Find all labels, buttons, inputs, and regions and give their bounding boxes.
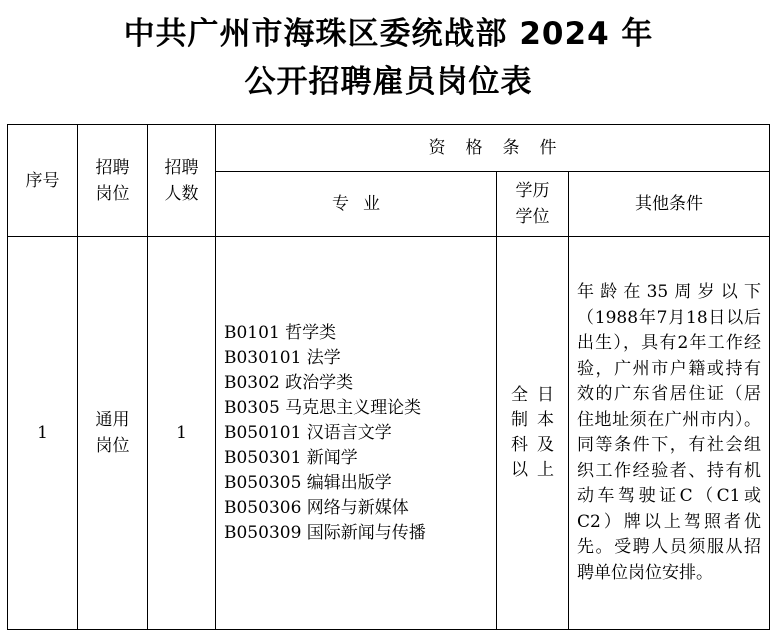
table-row	[8, 237, 770, 630]
degree-char: 制	[511, 410, 528, 430]
page-title: 中共广州市海珠区委统战部 2024 年	[123, 16, 654, 52]
header-degree-line1: 学历	[515, 181, 550, 201]
header-degree-line2: 学位	[515, 207, 550, 227]
header-qualifications: 资格条件	[216, 125, 770, 172]
header-position	[78, 125, 148, 237]
degree-char: 全	[511, 385, 528, 405]
cell-seq: 1	[8, 237, 78, 630]
header-position-line1: 招聘	[95, 157, 130, 178]
degree-grid	[507, 383, 559, 483]
cell-majors	[216, 237, 497, 630]
header-count-line1: 招聘	[164, 157, 199, 178]
list-item: B050309 国际新闻与传播	[224, 522, 426, 543]
list-item: B050305 编辑出版学	[224, 472, 392, 493]
degree-char: 上	[537, 460, 554, 480]
page-subtitle: 公开招聘雇员岗位表	[244, 64, 533, 100]
degree-char: 科	[511, 435, 528, 455]
header-seq-label: 序号	[25, 170, 60, 191]
recruitment-table	[7, 124, 770, 630]
degree-char: 本	[537, 410, 554, 430]
header-position-line2: 岗位	[95, 183, 130, 204]
degree-char: 以	[511, 460, 528, 480]
cell-position	[78, 237, 148, 630]
list-item: B030101 法学	[224, 347, 341, 368]
header-count	[148, 125, 216, 237]
header-seq	[8, 125, 78, 237]
degree-char: 及	[537, 435, 554, 455]
list-item: B0305 马克思主义理论类	[224, 397, 422, 418]
list-item: B050101 汉语言文学	[224, 422, 392, 443]
header-degree	[497, 172, 569, 237]
cell-position-line2: 岗位	[95, 436, 130, 456]
list-item: B0302 政治学类	[224, 372, 354, 393]
cell-position-line1: 通用	[95, 410, 130, 430]
cell-other-conditions: 年龄在35周岁以下（1988年7月18日以后出生），具有2年工作经验，广州市户籍或持有效的广东省居住证（居住地址须在广州市内）。同等条件下，有社会组织工作经验者、持有机动车驾驶证C（C1或C2）牌以上驾照者优先。受聘人员须服从招聘单位岗位安排。	[569, 237, 770, 630]
cell-degree	[497, 237, 569, 630]
header-count-line2: 人数	[164, 183, 199, 204]
list-item: B050301 新闻学	[224, 447, 358, 468]
list-item: B050306 网络与新媒体	[224, 497, 409, 518]
majors-list	[224, 321, 496, 546]
cell-count: 1	[148, 237, 216, 630]
header-other: 其他条件	[569, 172, 770, 237]
header-major: 专业	[216, 172, 497, 237]
degree-char: 日	[537, 385, 554, 405]
list-item: B0101 哲学类	[224, 322, 337, 343]
